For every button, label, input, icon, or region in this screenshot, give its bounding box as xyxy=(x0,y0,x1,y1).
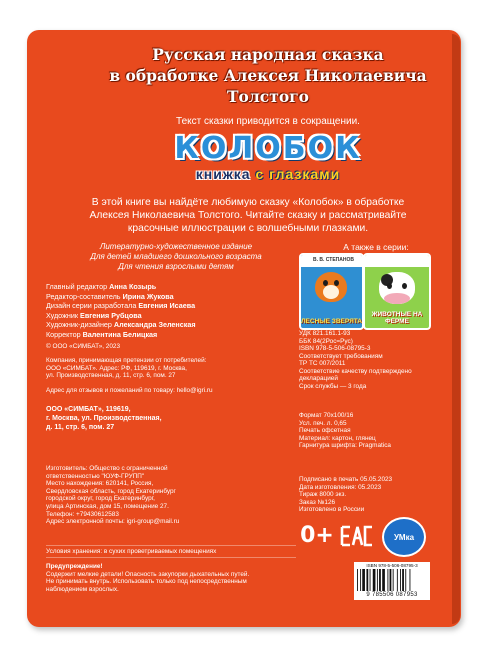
warning-line-2: Не принимать внутрь. Использовать только под непосредственным xyxy=(46,578,247,586)
cow-eye-left xyxy=(387,283,392,289)
print-run: Тираж 8000 экз. xyxy=(299,491,347,498)
intro-line-2: Алексея Николаевича Толстого. Читайте сказку и рассматривайте xyxy=(89,210,407,221)
manufacturer-line-3: Место нахождения: 620141, Россия, xyxy=(46,480,154,488)
cover-header-text: В. В. СТЕПАНОВ xyxy=(313,257,354,263)
banner-line-1: Русская народная сказка xyxy=(152,45,384,64)
cover-title-farm: ЖИВОТНЫЕ НА ФЕРМЕ xyxy=(371,311,423,325)
catalog-info xyxy=(299,330,439,390)
claims-company xyxy=(46,357,286,380)
credit-name: Ирина Жукова xyxy=(122,291,174,301)
age-rating-badge: 0+ xyxy=(300,523,334,548)
banner-line-2: в обработке Алексея Николаевича Толстого xyxy=(109,66,427,106)
series-banner xyxy=(96,44,440,108)
intro-line-1: В этой книге вы найдёте любимую сказку «Колобок» в обработке xyxy=(91,197,405,208)
barcode xyxy=(354,562,430,600)
intro-text xyxy=(66,196,430,235)
eac-mark-icon xyxy=(338,520,376,551)
publisher-line-1: ООО «СИМБАТ», 119619, xyxy=(46,406,131,413)
genre-info xyxy=(46,242,306,272)
udk: УДК 821.161.1-93 xyxy=(299,330,351,337)
manufacturer-line-8: Адрес электронной почты: igri-group@mail.ru xyxy=(46,518,180,526)
fox-eye-right xyxy=(334,280,339,286)
bbk: ББК 84(2Рос=Рус) xyxy=(299,337,353,345)
manufacture-date: Дата изготовления: 05.2023 xyxy=(299,483,382,491)
genre-line-2: Для детей младшего дошкольного возраста xyxy=(90,252,262,261)
copyright: © ООО «СИМБАТ», 2023 xyxy=(46,343,121,350)
book-subtitle xyxy=(100,166,436,182)
credit-name: Анна Козырь xyxy=(109,282,157,291)
credit-row xyxy=(46,282,286,292)
company-line-3: ул. Производственная, д. 11, стр. 6, пом. 27 xyxy=(46,372,176,380)
barcode-bars xyxy=(357,569,427,591)
credit-row xyxy=(46,292,286,302)
typeface: Гарнитура шрифта: Pragmatica xyxy=(299,442,391,449)
genre-line-3: Для чтения взрослыми детям xyxy=(118,262,234,271)
cover-header xyxy=(365,255,429,267)
cover-title-forest: ЛЕСНЫЕ ЗВЕРЯТА xyxy=(301,318,362,325)
subtitle-part-1: книжка xyxy=(195,166,251,182)
credits-list xyxy=(46,282,286,340)
subtitle-part-2: с глазками xyxy=(255,166,341,182)
umka-brand-logo: УМка xyxy=(382,517,426,557)
credit-row xyxy=(46,320,286,330)
series-label: А также в серии: xyxy=(343,242,409,252)
credit-row xyxy=(46,301,286,311)
order-number: Заказ №126 xyxy=(299,498,336,506)
cert-line-2: декларацией xyxy=(299,375,338,382)
credit-role: Дизайн серии разработала xyxy=(46,301,137,311)
publisher-address xyxy=(46,405,286,432)
warning-line-1: Содержит мелкие детали! Опасность закупорки дыхательных путей. xyxy=(46,570,250,578)
service-life: Срок службы — 3 года xyxy=(299,382,367,390)
manufacturer-line-6: улица Артинская, дом 15, помещение 27. xyxy=(46,502,169,510)
isbn-text: ISBN 978-5-506-08795-3 xyxy=(299,345,371,352)
credit-name: Евгения Исаева xyxy=(138,301,196,311)
manufacturer-info xyxy=(46,465,286,526)
manufacturer-line-1: Изготовитель: Общество с ограниченной xyxy=(46,465,168,472)
fox-eye-left xyxy=(323,280,328,286)
made-in: Изготовлено в России xyxy=(299,506,365,513)
cert-line-1: Соответствие качеству подтверждено xyxy=(299,367,412,375)
safety-warning xyxy=(46,563,346,593)
print-specs xyxy=(299,412,439,450)
barcode-isbn: ISBN 978-5-506-08795-3 xyxy=(366,563,418,568)
manufacturer-line-4: Свердловская область, город Екатеринбург xyxy=(46,487,176,495)
company-line-1: Компания, принимающая претензии от потребителей: xyxy=(46,357,207,364)
credit-row xyxy=(46,330,286,340)
format: Формат 70х100/16 xyxy=(299,412,354,419)
book-title: КОЛОБОК xyxy=(174,131,362,166)
print-type: Печать офсетная xyxy=(299,427,351,434)
manufacturer-line-2: ответственностью "ЮУФ-ГРУПП" xyxy=(46,472,145,480)
series-book-cover-farm xyxy=(363,253,431,330)
credit-role: Редактор-составитель xyxy=(46,291,121,301)
material: Материал: картон, глянец xyxy=(299,434,376,442)
intro-line-3: красочные иллюстрации с волшебными глазками. xyxy=(127,223,369,234)
divider xyxy=(46,545,296,546)
production-info xyxy=(299,476,439,514)
storage-conditions: Условия хранения: в сухих проветриваемых помещениях xyxy=(46,548,217,555)
credit-row xyxy=(46,311,286,321)
credit-role: Главный редактор xyxy=(46,282,108,291)
credit-name: Валентина Белицкая xyxy=(82,329,158,339)
manufacturer-line-7: Телефон: +79430612583 xyxy=(46,510,119,518)
publisher-line-2: г. Москва, ул. Производственная, xyxy=(46,415,162,422)
print-sheets: Усл. печ. л. 0,65 xyxy=(299,419,347,427)
credit-role: Художник-дизайнер xyxy=(46,320,112,330)
credit-name: Александра Зеленская xyxy=(113,320,196,330)
publisher-line-3: д. 11, стр. 6, пом. 27 xyxy=(46,424,115,431)
fox-face xyxy=(323,285,339,299)
feedback-address: Адрес для отзывов и пожеланий по товару: hello@igri.ru xyxy=(46,387,213,394)
credit-role: Корректор xyxy=(46,329,81,339)
warning-line-3: наблюдением взрослых. xyxy=(46,585,119,593)
barcode-number: 9 785506 087953 xyxy=(366,592,418,598)
credit-name: Евгения Рубцова xyxy=(80,310,142,320)
manufacturer-line-5: городской округ, город Екатеринбург, xyxy=(46,495,155,503)
cow-eye-right xyxy=(402,283,407,289)
series-book-cover-forest xyxy=(299,253,364,330)
signed-to-print: Подписано в печать 05.05.2023 xyxy=(299,476,393,483)
divider xyxy=(46,557,296,558)
abridged-note: Текст сказки приводится в сокращении. xyxy=(176,116,360,127)
cow-nose xyxy=(384,293,410,304)
tr-line-2: ТР ТС 007/2011 xyxy=(299,360,346,367)
genre-line-1: Литературно-художественное издание xyxy=(99,242,253,251)
book-spine-edge xyxy=(452,34,460,624)
credit-role: Художник xyxy=(46,310,79,320)
cover-header xyxy=(301,255,362,267)
warning-title: Предупреждение! xyxy=(46,563,103,570)
tr-line-1: Соответствует требованиям xyxy=(299,352,383,360)
company-line-2: ООО «СИМБАТ». Адрес: РФ, 119619, г. Москва, xyxy=(46,364,187,372)
